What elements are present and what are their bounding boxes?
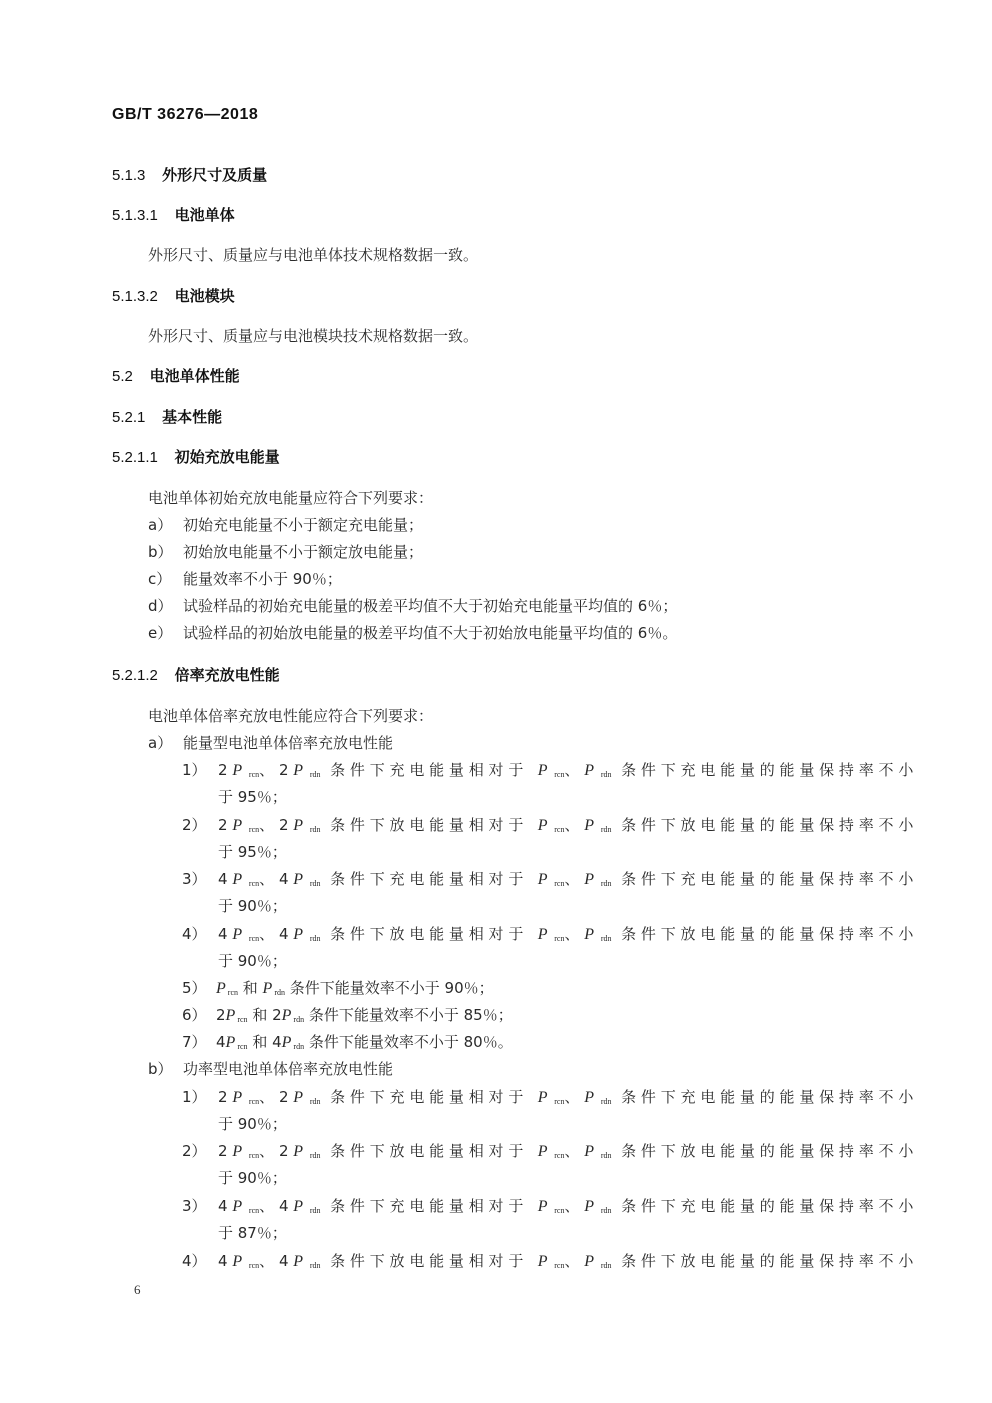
sub-item-continuation: 于 90％；: [218, 952, 287, 970]
power-symbol: P $_{rcn}$: [216, 980, 238, 997]
power-symbol: P $_{rcn}$: [537, 817, 565, 834]
list-label: d）: [148, 597, 173, 615]
power-symbol: P $_{rdn}$: [262, 980, 285, 997]
paragraph: 电池单体倍率充放电性能应符合下列要求：: [148, 707, 434, 725]
power-subscript: rcn: [554, 1097, 565, 1106]
power-symbol: P $_{rcn}$: [232, 762, 260, 779]
paragraph: 电池单体初始充放电能量应符合下列要求：: [148, 489, 434, 507]
list-item: [148, 623, 678, 643]
paragraph: 外形尺寸、质量应与电池模块技术规格数据一致。: [148, 327, 479, 345]
sub-item-label: 3）: [182, 870, 207, 888]
list-text: 初始放电能量不小于额定放电能量；: [183, 543, 424, 561]
sub-item-label: 4）: [182, 925, 207, 943]
power-symbol: P $_{rdn}$: [293, 1089, 321, 1106]
power-subscript: rdn: [309, 770, 321, 779]
power-symbol: P $_{rdn}$: [293, 871, 321, 888]
power-subscript: rdn: [600, 879, 612, 888]
section-title: 电池模块: [174, 287, 235, 305]
list-item: [148, 569, 342, 589]
section-title: 基本性能: [162, 408, 223, 426]
power-subscript: rdn: [309, 825, 321, 834]
power-subscript: rdn: [309, 1206, 321, 1215]
sub-item-text: 2P $_{rcn}$、2P $_{rdn}$ 条件下放电能量相对于 P $_{rcn}$、P $_{rdn}$ 条件下放电能量的能量保持率不小: [218, 816, 919, 834]
sub-item-label: 1）: [182, 1088, 207, 1106]
list-text: 能量型电池单体倍率充放电性能: [183, 734, 394, 752]
list-text: 能量效率不小于 90％；: [183, 570, 342, 588]
section-number: 5.2: [112, 368, 133, 385]
power-symbol: P $_{rcn}$: [537, 762, 565, 779]
sub-item-continuation: 于 90％；: [218, 1115, 287, 1133]
page-number: 6: [134, 1282, 141, 1297]
section-title: 电池单体性能: [149, 367, 240, 385]
power-symbol: P $_{rcn}$: [232, 926, 260, 943]
power-subscript: rcn: [248, 770, 260, 779]
sub-item-continuation: 于 90％；: [218, 897, 287, 915]
sub-item-text: 2P $_{rcn}$ 和 2P $_{rdn}$ 条件下能量效率不小于 85％；: [216, 1006, 513, 1024]
power-subscript: rdn: [309, 1151, 321, 1160]
power-symbol: P $_{rdn}$: [584, 926, 612, 943]
section-number: 5.1.3.1: [112, 207, 158, 224]
section-heading: [112, 665, 280, 686]
power-subscript: rcn: [554, 1151, 565, 1160]
list-text: 功率型电池单体倍率充放电性能: [183, 1060, 394, 1078]
section-heading: [112, 447, 280, 468]
power-symbol: P $_{rcn}$: [232, 1253, 260, 1270]
list-item: [148, 515, 424, 535]
power-subscript: rcn: [554, 934, 565, 943]
power-symbol: P $_{rdn}$: [293, 1198, 321, 1215]
power-subscript: rdn: [600, 934, 612, 943]
sub-item-label: 2）: [182, 816, 207, 834]
sub-item-continuation: 于 90％；: [218, 1169, 287, 1187]
power-subscript: rcn: [554, 1206, 565, 1215]
sub-item-continuation: 于 95％；: [218, 788, 287, 806]
power-symbol: P $_{rcn}$: [232, 817, 260, 834]
power-symbol: P $_{rcn}$: [537, 1198, 565, 1215]
list-label: a）: [148, 734, 173, 752]
power-subscript: rcn: [248, 1206, 260, 1215]
sub-item-text: 2P $_{rcn}$、2P $_{rdn}$ 条件下放电能量相对于 P $_{rcn}$、P $_{rdn}$ 条件下放电能量的能量保持率不小: [218, 1142, 919, 1160]
list-item: [148, 733, 394, 753]
sub-item-text: 4P $_{rcn}$、4P $_{rdn}$ 条件下充电能量相对于 P $_{rcn}$、P $_{rdn}$ 条件下充电能量的能量保持率不小: [218, 870, 919, 888]
power-symbol: P $_{rdn}$: [584, 1143, 612, 1160]
sub-item-text: 2P $_{rcn}$、2P $_{rdn}$ 条件下充电能量相对于 P $_{rcn}$、P $_{rdn}$ 条件下充电能量的能量保持率不小: [218, 1088, 919, 1106]
power-symbol: P $_{rdn}$: [584, 817, 612, 834]
power-symbol: P $_{rcn}$: [225, 1007, 248, 1024]
power-subscript: rcn: [227, 988, 238, 997]
section-title: 倍率充放电性能: [174, 666, 280, 684]
list-item: [148, 1059, 394, 1079]
power-subscript: rdn: [600, 1206, 612, 1215]
power-subscript: rdn: [600, 1151, 612, 1160]
power-symbol: P $_{rdn}$: [584, 1198, 612, 1215]
power-subscript: rcn: [248, 1261, 260, 1270]
power-symbol: P $_{rdn}$: [281, 1034, 305, 1051]
power-subscript: rcn: [554, 879, 565, 888]
power-subscript: rdn: [600, 825, 612, 834]
power-symbol: P $_{rdn}$: [584, 1089, 612, 1106]
list-label: e）: [148, 624, 173, 642]
section-heading: [112, 205, 235, 226]
power-subscript: rdn: [309, 879, 321, 888]
section-heading: [112, 286, 235, 307]
section-number: 5.1.3: [112, 167, 146, 184]
power-subscript: rdn: [309, 1261, 321, 1270]
sub-item-label: 4）: [182, 1252, 207, 1270]
power-symbol: P $_{rcn}$: [225, 1034, 248, 1051]
power-subscript: rcn: [554, 825, 565, 834]
sub-item-label: 1）: [182, 761, 207, 779]
section-number: 5.2.1: [112, 409, 146, 426]
section-number: 5.1.3.2: [112, 288, 158, 305]
power-symbol: P $_{rdn}$: [281, 1007, 305, 1024]
power-symbol: P $_{rcn}$: [537, 1089, 565, 1106]
power-symbol: P $_{rcn}$: [537, 1253, 565, 1270]
sub-item-label: 5）: [182, 979, 207, 997]
section-heading: [112, 165, 267, 186]
sub-item-continuation: 于 95％；: [218, 843, 287, 861]
list-label: a）: [148, 516, 173, 534]
power-symbol: P $_{rdn}$: [293, 926, 321, 943]
standard-number: GB/T 36276—2018: [112, 106, 259, 123]
sub-item-text: 4P $_{rcn}$、4P $_{rdn}$ 条件下充电能量相对于 P $_{rcn}$、P $_{rdn}$ 条件下充电能量的能量保持率不小: [218, 1197, 919, 1215]
sub-item-text: 4P $_{rcn}$ 和 4P $_{rdn}$ 条件下能量效率不小于 80％。: [216, 1033, 513, 1051]
power-symbol: P $_{rcn}$: [232, 1198, 260, 1215]
power-symbol: P $_{rcn}$: [537, 1143, 565, 1160]
power-subscript: rdn: [309, 1097, 321, 1106]
power-subscript: rcn: [248, 1097, 260, 1106]
paragraph: 外形尺寸、质量应与电池单体技术规格数据一致。: [148, 246, 479, 264]
list-label: c）: [148, 570, 172, 588]
power-subscript: rdn: [293, 1042, 305, 1051]
list-text: 试验样品的初始充电能量的极差平均值不大于初始充电能量平均值的 6％；: [183, 597, 678, 615]
power-subscript: rdn: [293, 1015, 305, 1024]
sub-item-text: 2P $_{rcn}$、2P $_{rdn}$ 条件下充电能量相对于 P $_{rcn}$、P $_{rdn}$ 条件下充电能量的能量保持率不小: [218, 761, 919, 779]
power-subscript: rcn: [248, 1151, 260, 1160]
power-subscript: rcn: [554, 770, 565, 779]
list-label: b）: [148, 543, 173, 561]
power-subscript: rdn: [309, 934, 321, 943]
section-number: 5.2.1.2: [112, 667, 158, 684]
sub-item-label: 6）: [182, 1006, 207, 1024]
power-symbol: P $_{rdn}$: [293, 1253, 321, 1270]
sub-item-label: 3）: [182, 1197, 207, 1215]
power-symbol: P $_{rcn}$: [232, 1143, 260, 1160]
power-subscript: rdn: [600, 770, 612, 779]
power-subscript: rcn: [237, 1042, 248, 1051]
section-number: 5.2.1.1: [112, 449, 158, 466]
power-symbol: P $_{rdn}$: [293, 762, 321, 779]
section-title: 初始充放电能量: [174, 448, 280, 466]
sub-item-text: P $_{rcn}$ 和 P $_{rdn}$ 条件下能量效率不小于 90％；: [216, 979, 494, 997]
power-symbol: P $_{rdn}$: [584, 1253, 612, 1270]
sub-item-label: 7）: [182, 1033, 207, 1051]
power-subscript: rcn: [554, 1261, 565, 1270]
power-symbol: P $_{rdn}$: [584, 762, 612, 779]
section-heading: [112, 366, 240, 387]
power-subscript: rdn: [600, 1261, 612, 1270]
section-title: 电池单体: [174, 206, 235, 224]
power-symbol: P $_{rcn}$: [537, 926, 565, 943]
list-label: b）: [148, 1060, 173, 1078]
power-subscript: rcn: [237, 1015, 248, 1024]
power-symbol: P $_{rcn}$: [232, 871, 260, 888]
list-text: 试验样品的初始放电能量的极差平均值不大于初始放电能量平均值的 6％。: [183, 624, 678, 642]
sub-item-text: 4P $_{rcn}$、4P $_{rdn}$ 条件下放电能量相对于 P $_{rcn}$、P $_{rdn}$ 条件下放电能量的能量保持率不小: [218, 925, 919, 943]
power-subscript: rcn: [248, 934, 260, 943]
list-item: [148, 542, 424, 562]
sub-item-continuation: 于 87％；: [218, 1224, 287, 1242]
sub-item-text: 4P $_{rcn}$、4P $_{rdn}$ 条件下放电能量相对于 P $_{rcn}$、P $_{rdn}$ 条件下放电能量的能量保持率不小: [218, 1252, 919, 1270]
power-symbol: P $_{rdn}$: [293, 1143, 321, 1160]
power-symbol: P $_{rdn}$: [293, 817, 321, 834]
power-symbol: P $_{rdn}$: [584, 871, 612, 888]
power-subscript: rdn: [600, 1097, 612, 1106]
power-symbol: P $_{rcn}$: [232, 1089, 260, 1106]
power-subscript: rcn: [248, 825, 260, 834]
list-item: [148, 596, 678, 616]
list-text: 初始充电能量不小于额定充电能量；: [183, 516, 424, 534]
power-subscript: rdn: [274, 988, 285, 997]
sub-item-label: 2）: [182, 1142, 207, 1160]
power-subscript: rcn: [248, 879, 260, 888]
power-symbol: P $_{rcn}$: [537, 871, 565, 888]
section-title: 外形尺寸及质量: [162, 166, 268, 184]
section-heading: [112, 407, 222, 428]
